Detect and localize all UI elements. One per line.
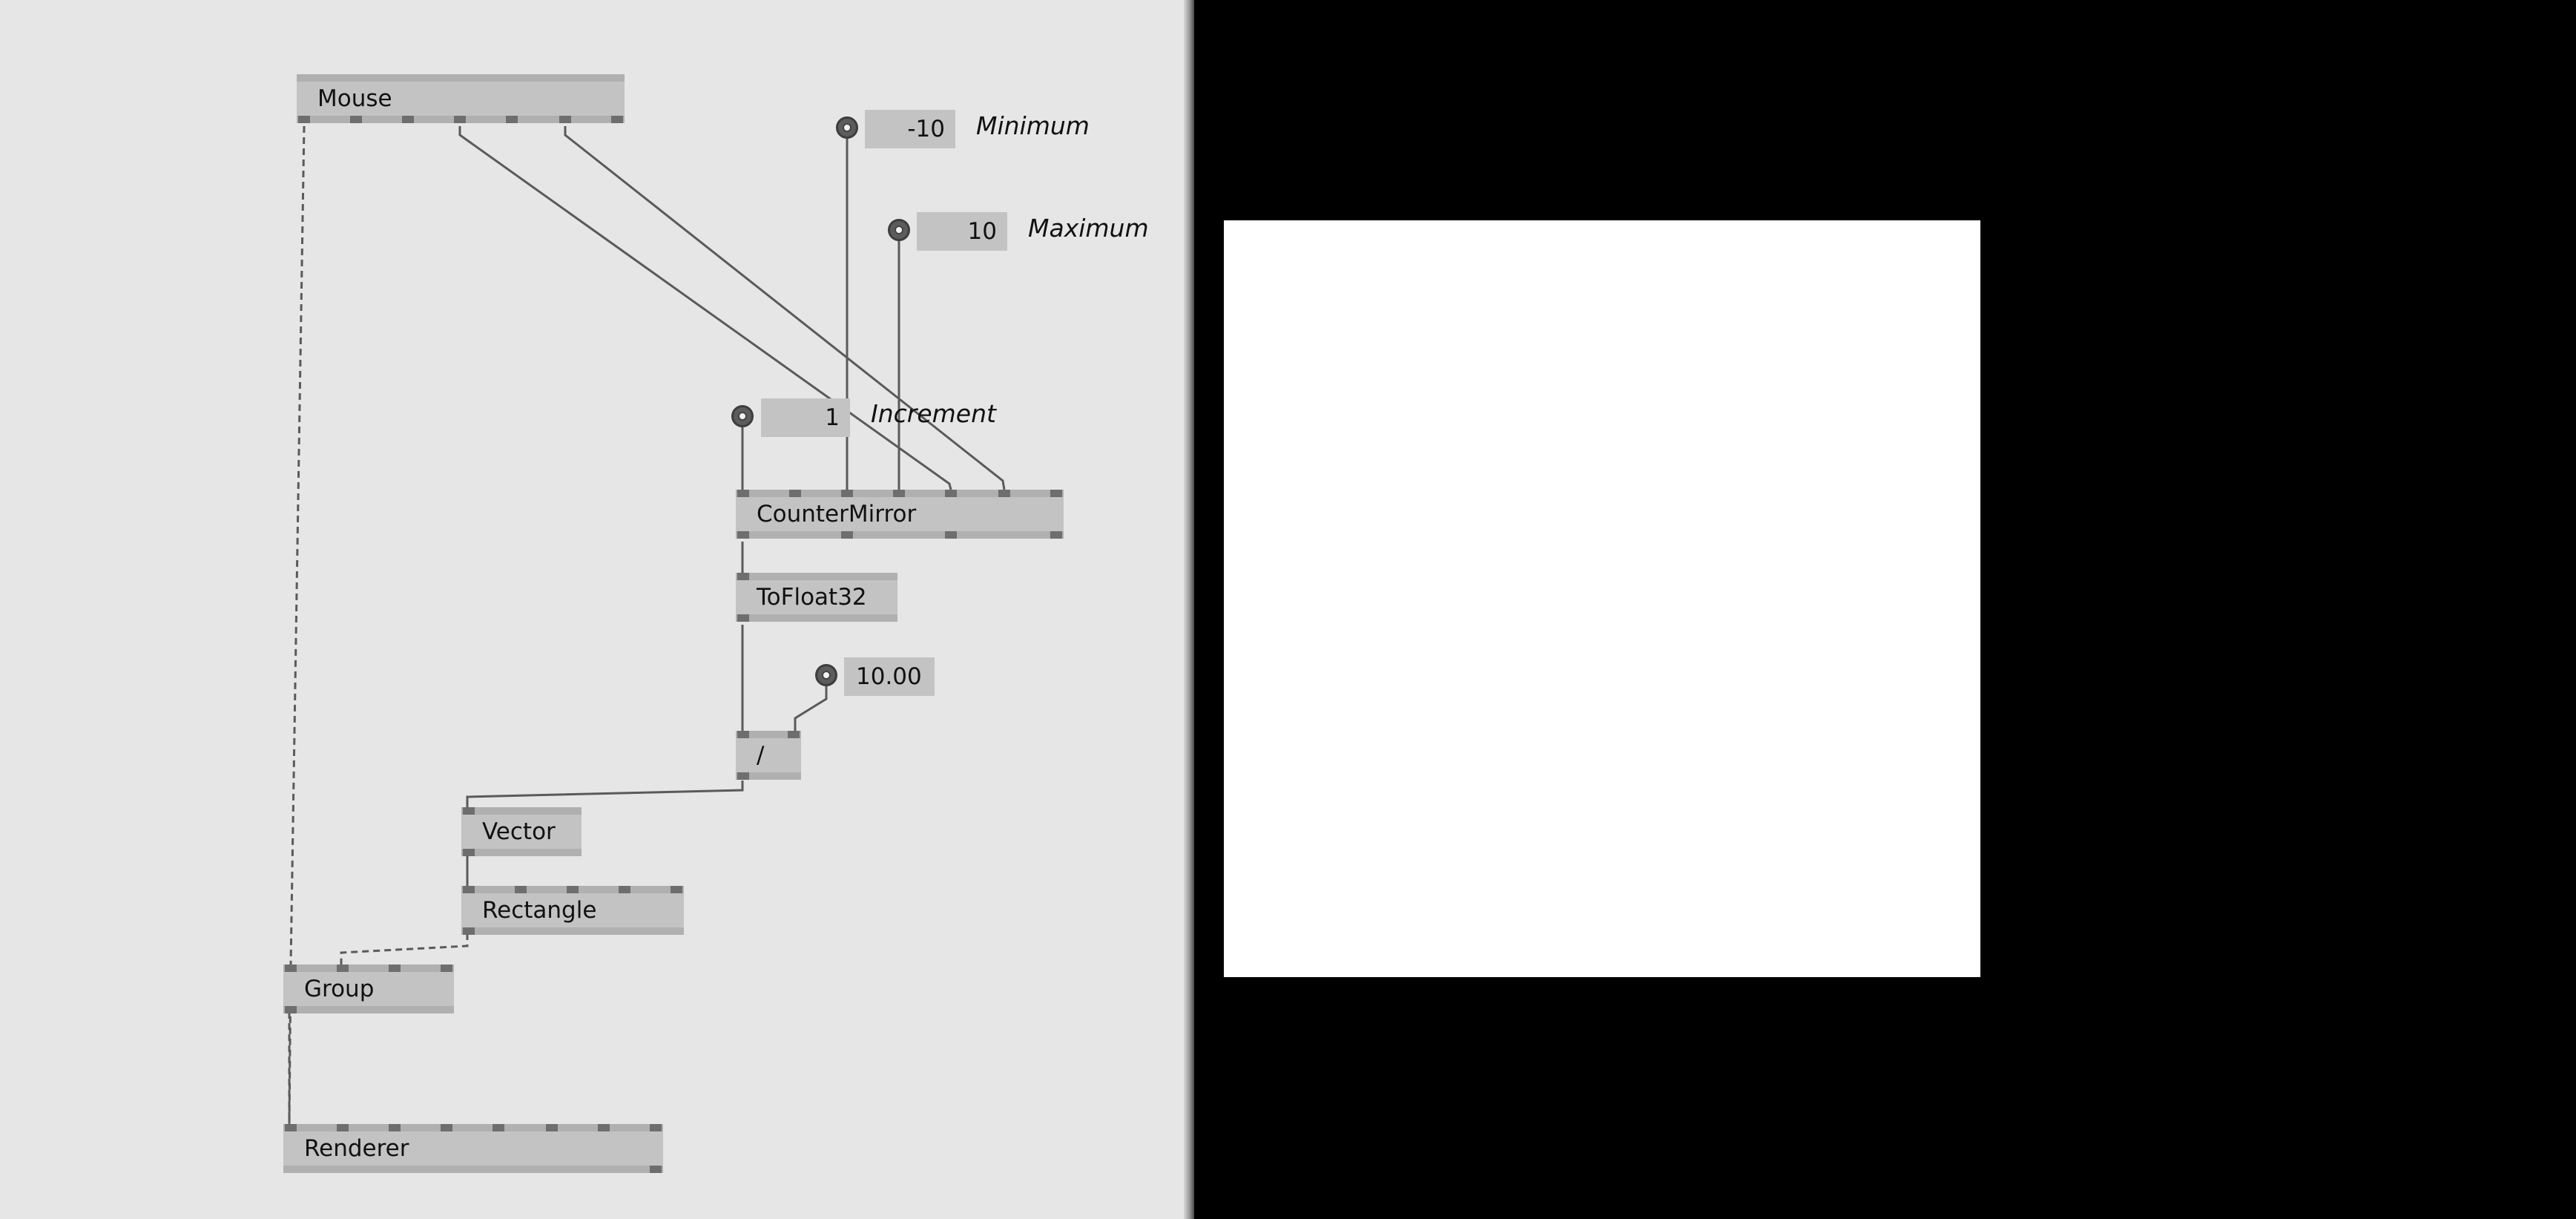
node-group[interactable] — [283, 965, 454, 1013]
tofloat32-output-port[interactable] — [737, 614, 749, 622]
node-countermirror[interactable] — [736, 490, 1064, 539]
divide-output-port[interactable] — [737, 772, 749, 780]
cable-divide-to-vector — [467, 781, 742, 807]
maximum-label: Maximum — [1028, 214, 1149, 243]
node-divide[interactable] — [736, 731, 801, 780]
cable-mouse-to-countermirror-a — [460, 126, 951, 490]
node-mouse-label: Mouse — [317, 85, 392, 112]
renderer-output-view[interactable] — [1194, 0, 2576, 1219]
rectangle-input-port[interactable] — [567, 886, 579, 893]
mouse-output-port[interactable] — [559, 116, 571, 123]
tofloat32-input-port[interactable] — [737, 573, 749, 580]
increment-value[interactable]: 1 — [761, 398, 850, 437]
divide-input-port[interactable] — [788, 731, 800, 738]
renderer-input-port[interactable] — [441, 1124, 452, 1131]
rectangle-input-port[interactable] — [619, 886, 630, 893]
countermirror-input-port[interactable] — [789, 490, 801, 497]
minimum-value[interactable]: -10 — [865, 110, 955, 148]
node-mouse[interactable] — [297, 74, 625, 123]
group-output-port[interactable] — [285, 1006, 297, 1013]
rectangle-output-port[interactable] — [463, 927, 475, 935]
countermirror-input-port[interactable] — [998, 490, 1010, 497]
countermirror-input-port[interactable] — [893, 490, 905, 497]
group-input-port[interactable] — [389, 965, 401, 972]
group-input-port[interactable] — [441, 965, 452, 972]
mouse-output-port[interactable] — [454, 116, 466, 123]
renderer-input-port[interactable] — [285, 1124, 297, 1131]
vector-input-port[interactable] — [463, 807, 475, 815]
node-vector[interactable] — [461, 807, 582, 856]
node-group-label: Group — [304, 976, 375, 1002]
cable-rectangle-to-group — [341, 933, 467, 965]
renderer-input-port[interactable] — [598, 1124, 610, 1131]
composition-editor[interactable] — [0, 0, 1191, 1219]
countermirror-input-port[interactable] — [841, 490, 853, 497]
vector-output-port[interactable] — [463, 849, 475, 856]
countermirror-output-port[interactable] — [945, 531, 957, 539]
maximum-value[interactable]: 10 — [917, 212, 1007, 251]
node-countermirror-label: CounterMirror — [757, 501, 917, 528]
renderer-input-port[interactable] — [389, 1124, 401, 1131]
node-rectangle[interactable] — [461, 886, 684, 935]
pane-splitter[interactable] — [1184, 0, 1194, 1219]
rectangle-input-port[interactable] — [463, 886, 475, 893]
group-input-port[interactable] — [285, 965, 297, 972]
renderer-input-port[interactable] — [546, 1124, 558, 1131]
increment-port-knob[interactable] — [731, 405, 754, 427]
countermirror-input-port[interactable] — [737, 490, 749, 497]
node-tofloat32[interactable] — [736, 573, 897, 622]
node-divide-label: / — [757, 742, 765, 769]
increment-label: Increment — [871, 399, 996, 428]
mouse-output-port[interactable] — [611, 116, 623, 123]
node-tofloat32-label: ToFloat32 — [757, 584, 867, 611]
maximum-port-knob[interactable] — [888, 219, 910, 241]
countermirror-output-port[interactable] — [1050, 531, 1062, 539]
minimum-port-knob[interactable] — [836, 116, 858, 139]
mouse-output-port[interactable] — [350, 116, 362, 123]
countermirror-input-port[interactable] — [945, 490, 957, 497]
node-renderer[interactable] — [283, 1124, 663, 1173]
node-rectangle-label: Rectangle — [482, 897, 597, 924]
rectangle-input-port[interactable] — [515, 886, 527, 893]
mouse-output-port[interactable] — [402, 116, 414, 123]
countermirror-input-port[interactable] — [1050, 490, 1062, 497]
divisor-port-knob[interactable] — [815, 664, 837, 686]
cables-layer — [0, 0, 1191, 1219]
divide-input-port[interactable] — [737, 731, 749, 738]
mouse-output-port[interactable] — [506, 116, 518, 123]
node-vector-label: Vector — [482, 818, 556, 845]
minimum-label: Minimum — [976, 111, 1090, 140]
group-input-port[interactable] — [337, 965, 349, 972]
renderer-input-port[interactable] — [650, 1124, 662, 1131]
countermirror-output-port[interactable] — [737, 531, 749, 539]
divisor-value[interactable]: 10.00 — [844, 657, 935, 696]
mouse-output-port[interactable] — [298, 116, 310, 123]
renderer-input-port[interactable] — [337, 1124, 349, 1131]
renderer-output-port[interactable] — [650, 1166, 662, 1173]
rectangle-input-port[interactable] — [671, 886, 682, 893]
countermirror-output-port[interactable] — [841, 531, 853, 539]
cable-divisor — [795, 686, 826, 731]
rendered-rectangle — [1224, 220, 1980, 977]
renderer-input-port[interactable] — [493, 1124, 504, 1131]
node-renderer-label: Renderer — [304, 1135, 409, 1162]
